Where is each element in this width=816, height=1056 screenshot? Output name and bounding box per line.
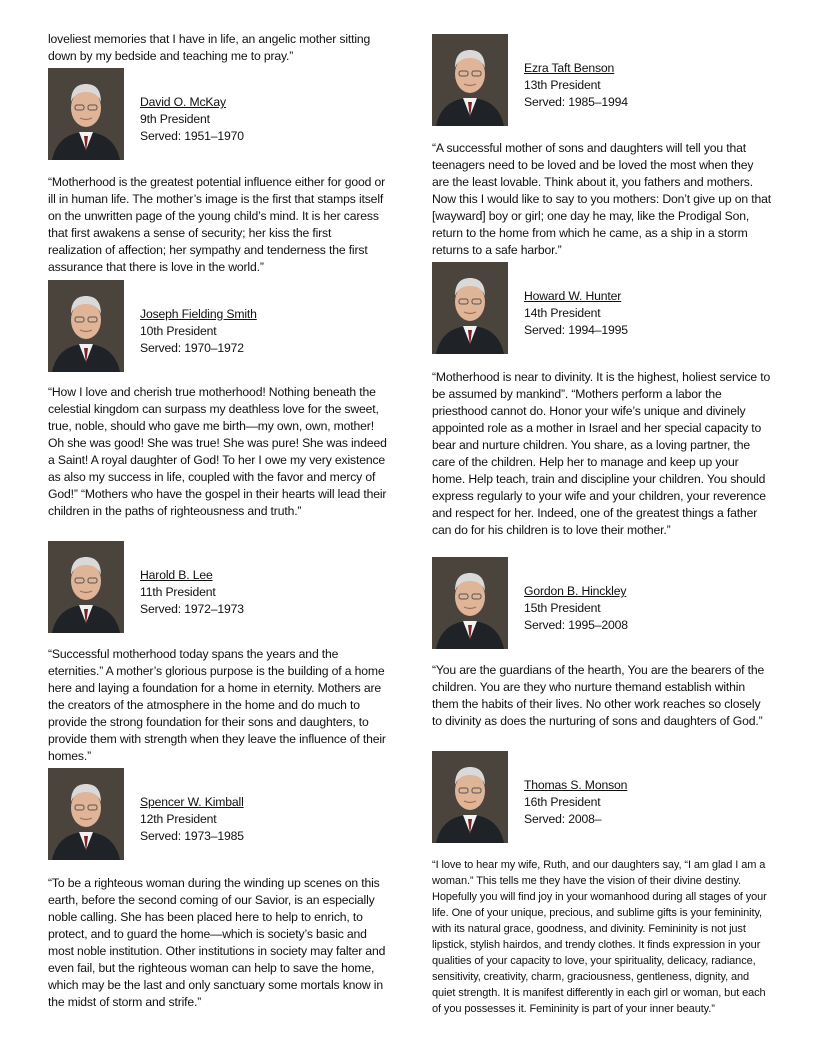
president-info [524, 583, 628, 634]
president-profile-hinckley [432, 557, 772, 649]
president-served: Served: 1972–1973 [140, 602, 244, 616]
portrait-image [48, 768, 124, 860]
president-quote: “To be a righteous woman during the winding up scenes on this earth, before the second coming of our Savior, is an especially noble calling. She has been placed here to help to enrich, to protect, and to guard the home—which is society’s basic and most noble institution. Other institutions in society may falter and even fail, but the righteous woman can help to save the home, which may be the last and only sanctuary some mortals know in the midst of storm and strife.” [48, 876, 386, 1009]
president-info [140, 567, 244, 618]
president-info [524, 777, 627, 828]
portrait-image [432, 557, 508, 649]
president-title: 14th President [524, 306, 601, 320]
president-info [524, 288, 628, 339]
president-profile-monson [432, 751, 772, 843]
president-name: Spencer W. Kimball [140, 795, 244, 809]
president-title: 10th President [140, 324, 217, 338]
president-title: 13th President [524, 78, 601, 92]
president-quote: “Successful motherhood today spans the years and the eternities.” A mother’s glorious purpose is the building of a home here and laying a foundation for a home in eternity. Mothers are the creators of the atmosphere in the home and do much to provide the strong foundation for their sons and daughters, to provide them with strength when they leave the influence of their homes.” [48, 647, 386, 763]
president-served: Served: 1970–1972 [140, 341, 244, 355]
president-profile-lee [48, 541, 388, 633]
president-served: Served: 1995–2008 [524, 618, 628, 632]
president-served: Served: 1994–1995 [524, 323, 628, 337]
president-served: Served: 2008– [524, 812, 602, 826]
president-quote: “How I love and cherish true motherhood! Nothing beneath the celestial kingdom can surpass my deathless love for the sweet, true, noble, should who gave me birth—my own, own, mother! Oh she was good! She was true! She was pure! She was indeed a Saint! A royal daughter of God! To her I owe my very existence as also my success in life, coupled with the favor and mercy of God!” “Mothers who have the gospel in their hearts will lead their children in the paths of righteousness and truth.” [48, 385, 387, 518]
president-name: Thomas S. Monson [524, 778, 628, 792]
president-name: Ezra Taft Benson [524, 61, 615, 75]
portrait-image [48, 280, 124, 372]
president-name: Gordon B. Hinckley [524, 584, 627, 598]
portrait-image [432, 262, 508, 354]
president-info [140, 94, 244, 145]
president-quote: “Motherhood is the greatest potential influence either for good or ill in human life. The mother’s image is the first that stamps itself on the unwritten page of the young child’s mind. It is her caress that first awakens a sense of security; her kiss the first realization of affection; her sympathy and tenderness the first assurance that there is love in the world.” [48, 175, 385, 274]
president-served: Served: 1951–1970 [140, 129, 244, 143]
president-profile-benson [432, 34, 772, 126]
president-quote: “Motherhood is near to divinity. It is the highest, holiest service to be assumed by mankind”. “Mothers perform a labor the priesthood cannot do. Honor your wife’s unique and divinely appointed role as a mother in Israel and her special capacity to bear and nurture children. You share, as a loving partner, the care of the children. Help her to manage and keep up your home. Help teach, train and discipline your children. You should express regularly to your wife and your children, your reverence and respect for her. Indeed, one of the greatest things a father can do for his children is to love their mother.” [432, 370, 771, 537]
portrait-image [432, 751, 508, 843]
president-profile-mckay [48, 68, 388, 160]
president-served: Served: 1985–1994 [524, 95, 628, 109]
president-served: Served: 1973–1985 [140, 829, 244, 843]
president-info [140, 306, 257, 357]
president-quote: “A successful mother of sons and daughters will tell you that teenagers need to be loved and be loved the most when they are the least lovable. Think about it, you fathers and mothers. Now this I would like to say to you mothers: Don’t give up on that [wayward] boy or girl; one day he may, like the Prodigal Son, return to the home from which he came, as a ship in a storm returns to a safe harbor.” [432, 141, 771, 257]
president-title: 11th President [140, 585, 216, 599]
president-profile-kimball [48, 768, 388, 860]
president-info [524, 60, 628, 111]
president-profile-smith [48, 280, 388, 372]
president-name: Harold B. Lee [140, 568, 213, 582]
president-title: 16th President [524, 795, 601, 809]
president-info [140, 794, 244, 845]
president-profile-hunter [432, 262, 772, 354]
intro-quote: loveliest memories that I have in life, an angelic mother sitting down by my bedside and teaching me to pray.” [48, 32, 371, 63]
president-title: 12th President [140, 812, 217, 826]
president-quote: “You are the guardians of the hearth, You are the bearers of the children. You are they who nurture themand establish within them the habits of their lives. No other work reaches so closely to divinity as does the nurturing of sons and daughters of God.” [432, 663, 765, 728]
portrait-image [48, 68, 124, 160]
portrait-image [432, 34, 508, 126]
president-title: 15th President [524, 601, 601, 615]
president-name: Howard W. Hunter [524, 289, 622, 303]
president-quote: “I love to hear my wife, Ruth, and our daughters say, “I am glad I am a woman.” This tells me they have the vision of their divine destiny. Hopefully you will find joy in your womanhood during all stages of your life. One of your unique, precious, and sublime gifts is your femininity, with its natural grace, goodness, and divinity. Femininity is not just lipstick, stylish hairdos, and trendy clothes. It finds expression in your qualities of your capacity to love, your spirituality, delicacy, radiance, sensitivity, creativity, charm, graciousness, gentleness, dignity, and quiet strength. It is manifest differently in each girl or woman, but each of you possesses it. Femininity is part of your inner beauty.” [432, 859, 767, 1015]
president-name: David O. McKay [140, 95, 226, 109]
portrait-image [48, 541, 124, 633]
president-name: Joseph Fielding Smith [140, 307, 257, 321]
president-title: 9th President [140, 112, 210, 126]
